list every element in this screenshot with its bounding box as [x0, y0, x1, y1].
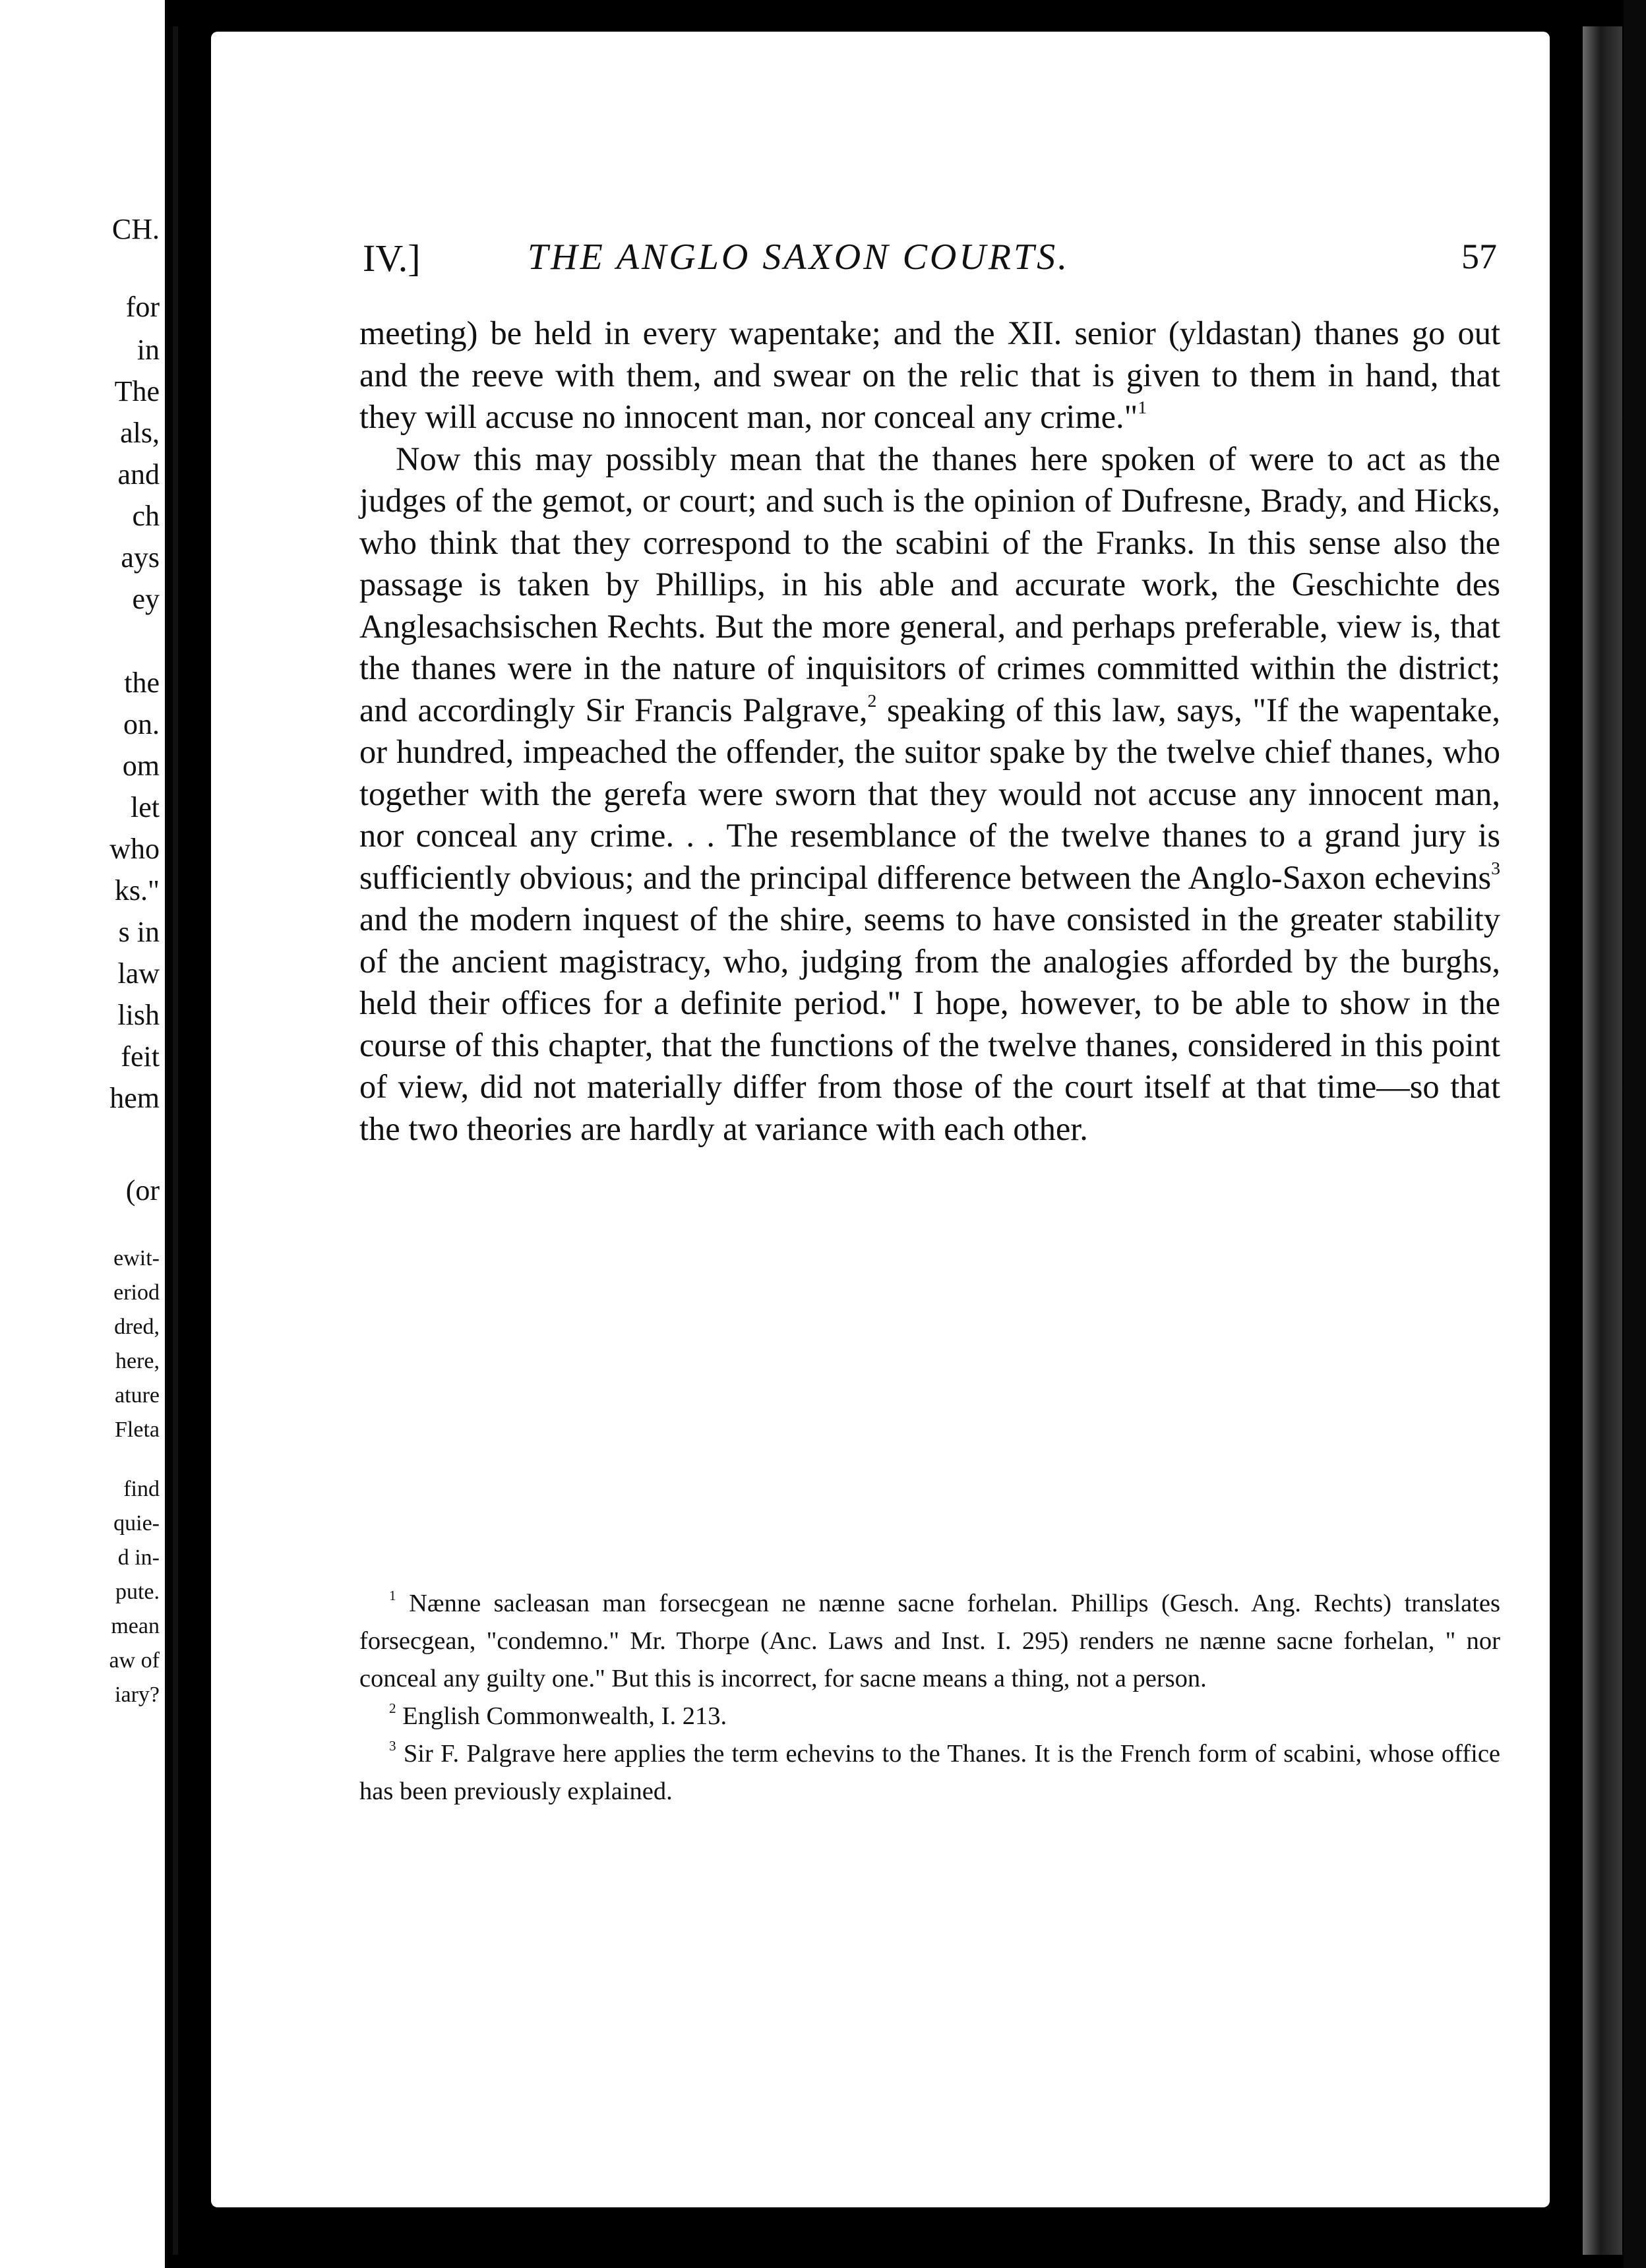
book-gutter [173, 26, 178, 2255]
left-fragment: ey [132, 583, 160, 615]
paragraph [359, 438, 1500, 1150]
running-head [363, 236, 1497, 289]
text-run: Now this may possibly mean that the thanes here spoken of were to act as the judges of the gemot, or court; and such is the opinion of Dufresne, Brady, and Hicks, who think that they correspond to the scabini of the Franks. In this sense also the passage is taken by Phillips, in his able and accurate work, the Geschichte des Anglesachsischen Rechts. But the more general, and perhaps preferable, view is, that the thanes were in the nature of inquisitors of crimes committed within the district; and accordingly Sir Francis Palgrave, [359, 440, 1500, 729]
footnote-text: Sir F. Palgrave here applies the term echevins to the Thanes. It is the French form of scabini, whose office has been previously explained. [359, 1740, 1501, 1805]
text-run: and the modern inquest of the shire, seems to have consisted in the greater stability of the ancient magistracy, who, judging from the analogies afforded by the burghs, held their offices for a definite period." I hope, however, to be able to show in the course of this chapter, that the functions of the twelve thanes, considered in this point of view, did not materially differ from those of the court itself at that time—so that the two theories are hardly at variance with each other. [359, 901, 1500, 1147]
book-cover-edge [1624, 0, 1646, 2268]
left-fragment: ks." [114, 874, 160, 907]
left-fragment: ch [132, 500, 160, 532]
left-fragment: aw of [109, 1648, 160, 1673]
left-fragment: (or [125, 1174, 160, 1207]
left-fragment: hem [109, 1082, 160, 1114]
footnote [359, 1585, 1500, 1698]
chapter-number: IV.] [363, 237, 421, 280]
body-text [359, 313, 1500, 1150]
left-fragment: mean [111, 1614, 160, 1638]
text-run: senior (yldastan) thanes go out and the reeve with them, and swear on the relic that is given to them in hand, that they will accuse no innocent man, nor conceal any crime." [359, 314, 1500, 435]
left-fragment: ewit- [113, 1246, 160, 1270]
book-page [211, 32, 1550, 2207]
left-fragment: als, [120, 417, 160, 449]
left-fragment: who [109, 833, 160, 865]
left-fragment: ature [115, 1383, 160, 1408]
text-run: meeting) be held in every wapentake; and the [359, 314, 1008, 351]
roman-numeral: XII. [1007, 314, 1062, 351]
left-fragment: lish [117, 999, 160, 1031]
paragraph [359, 313, 1500, 438]
left-fragment: the [124, 667, 160, 699]
footnote-mark: 1 [389, 1588, 396, 1604]
footnote-text: Nænne sacleasan man forsecgean ne nænne sacne forhelan. Phillips (Gesch. Ang. Rechts) translates forsecgean, "condemno." Mr. Thorpe (Anc. Laws and Inst. I. 295) renders ne nænne sacne forhelan, " nor conceal any guilty one." But this is incorrect, for sacne means a thing, not a person. [359, 1590, 1500, 1692]
left-fragment: s in [118, 916, 160, 948]
footnote-text: English Commonwealth, I. 213. [402, 1702, 727, 1730]
footnote-mark: 2 [389, 1700, 396, 1717]
page-title: THE ANGLO SAXON COURTS. [528, 237, 1070, 278]
left-fragment: quie- [113, 1511, 160, 1536]
text-run: speaking of this law, says, "If the wapentake, or hundred, impeached the offender, the suitor spake by the twelve chief thanes, who together with the gerefa were sworn that they would not accuse any innocent man, nor conceal any crime. . . The resemblance of the twelve thanes to a grand jury is sufficiently obvious; and the principal difference between the Anglo-Saxon echevins [359, 691, 1501, 896]
footnote [359, 1698, 1500, 1735]
left-fragment: eriod [113, 1280, 160, 1305]
left-fragment: iary? [115, 1683, 160, 1707]
page-number: 57 [1461, 237, 1497, 276]
left-fragment: dred, [114, 1315, 160, 1339]
left-fragment: here, [115, 1349, 160, 1373]
left-fragment: let [131, 791, 160, 823]
adjacent-page-fragment [0, 0, 165, 2268]
left-fragment: for [125, 291, 160, 323]
left-fragment: on. [123, 708, 160, 740]
left-fragment: ays [121, 541, 160, 574]
left-fragment: d in- [117, 1545, 160, 1570]
left-fragment: in [137, 334, 160, 366]
left-fragment: feit [121, 1040, 160, 1073]
left-fragment: Fleta [115, 1418, 160, 1442]
footnote-mark: 3 [389, 1738, 396, 1754]
left-fragment: and [117, 458, 160, 491]
footnote-ref: 1 [1138, 397, 1147, 418]
left-fragment: law [117, 957, 160, 990]
footnote-ref: 2 [867, 690, 877, 711]
left-fragment: CH. [111, 213, 160, 245]
left-fragment: find [123, 1477, 160, 1501]
footnotes [359, 1585, 1500, 1810]
left-fragment: The [114, 375, 160, 407]
left-fragment: pute. [115, 1580, 160, 1604]
left-fragment: om [122, 750, 160, 782]
footnote-ref: 3 [1491, 858, 1500, 879]
footnote [359, 1735, 1500, 1810]
book-page-edge [1583, 26, 1622, 2255]
